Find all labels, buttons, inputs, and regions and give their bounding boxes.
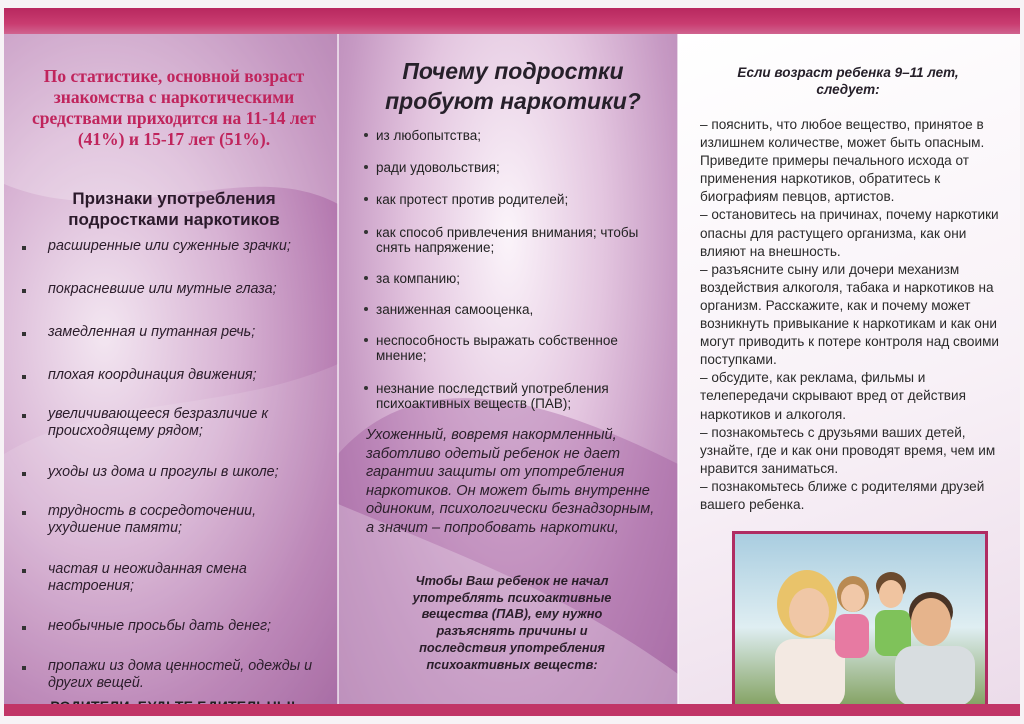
reason-item: как протест против родителей; (360, 192, 660, 207)
advice-item: – остановитесь на причинах, почему наркотики опасны для растущего организма, как они влияют на внешность. (700, 207, 999, 259)
advice-item: – познакомьтесь ближе с родителями друзей вашего ребенка. (700, 478, 985, 512)
right-panel (678, 34, 1020, 704)
signs-title: Признаки употребления подростками наркотиков (68, 189, 280, 229)
fold-line (677, 34, 679, 704)
reason-item: заниженная самооценка, (360, 302, 660, 317)
brochure-sheet (4, 8, 1020, 716)
advice-item: – обсудите, как реклама, фильмы и телепередачи скрывают вред от действия наркотиков и алкоголя. (700, 370, 966, 422)
left-panel (4, 34, 338, 704)
middle-panel (338, 34, 678, 704)
reason-item: ради удовольствия; (360, 160, 660, 175)
reason-item: как способ привлечения внимания; чтобы снять напряжение; (360, 225, 660, 255)
statistic-text: По статистике, основной возраст знакомства с наркотическими средствами приходится на 11-14 лет (41%) и 15-17 лет (51%). (31, 66, 317, 149)
advice-list (700, 116, 1012, 514)
bottom-band (4, 704, 1020, 716)
call-to-action: Чтобы Ваш ребенок не начал употреблять психоактивные вещества (ПАВ), ему нужно разъяснять причины и последствия употребления психоактивных веществ: (412, 573, 612, 672)
family-illustration (735, 534, 985, 704)
family-photo (732, 531, 988, 707)
sign-item: пропажи из дома ценностей, одежды и других вещей. (18, 658, 328, 692)
reason-item: из любопытства; (360, 128, 660, 143)
sign-item: замедленная и путанная речь; (18, 324, 328, 341)
reason-item: незнание последствий употребления психоактивных веществ (ПАВ); (360, 381, 660, 411)
age-advice-title: Если возраст ребенка 9–11 лет, следует: (737, 65, 959, 97)
sign-item: уходы из дома и прогулы в школе; (18, 464, 328, 481)
reason-item: неспособность выражать собственное мнение; (360, 333, 660, 363)
sign-item: увеличивающееся безразличие к происходящему рядом; (18, 406, 328, 440)
sign-item: необычные просьбы дать денег; (18, 618, 328, 635)
advice-item: – познакомьтесь с друзьями ваших детей, узнайте, где и как они проводят время, чем им нравится заниматься. (700, 424, 996, 476)
reason-item: за компанию; (360, 271, 660, 286)
advice-item: – пояснить, что любое вещество, принятое в излишнем количестве, может быть опасным. Приведите примеры печального исхода от применения наркотиков, обратитесь к биографиям певцов, артистов. (700, 117, 985, 205)
sign-item: покрасневшие или мутные глаза; (18, 281, 328, 298)
sign-item: трудность в сосредоточении, ухудшение памяти; (18, 503, 328, 537)
fold-line (337, 34, 339, 704)
reasons-title: Почему подростки пробуют наркотики? (385, 58, 641, 114)
reasons-list (360, 128, 660, 411)
care-paragraph: Ухоженный, вовремя накормленный, заботливо одетый ребенок не дает гарантии защиты от употребления наркотиков. Он может быть внутренне одиноким, психологически безнадзорным, а значит – попробовать наркотики, (366, 427, 655, 536)
advice-item: – разъясните сыну или дочери механизм воздействия алкоголя, табака и наркотиков на организм. Расскажите, как и почему может возникнуть привыкание к наркотикам и как они могут приводить к потере контроля над своими поступками. (700, 261, 1000, 368)
sign-item: частая и неожиданная смена настроения; (18, 561, 328, 595)
sign-item: расширенные или суженные зрачки; (18, 238, 328, 255)
top-band (4, 8, 1020, 34)
sign-item: плохая координация движения; (18, 367, 328, 384)
signs-list (18, 238, 328, 692)
